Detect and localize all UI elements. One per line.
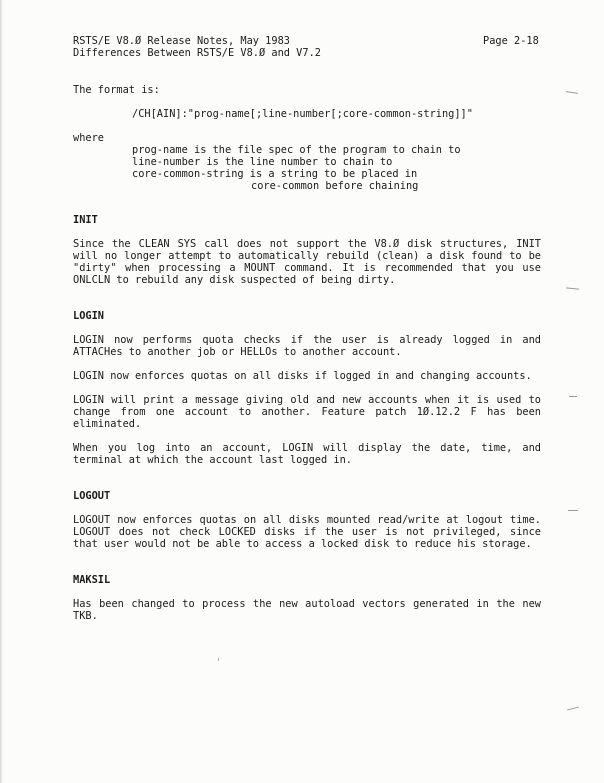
init-paragraph: Since the CLEAN SYS call does not support the V8.Ø disk structures, INIT will no longer attempt to automatically rebuild (clean) a disk found to be "dirty" when processing a MOUNT command. It is recommended that you use ONLCLN to rebuild any disk suspected of being dirty. [73, 238, 541, 286]
login-paragraph-enforces-quotas: LOGIN now enforces quotas on all disks if logged in and changing accounts. [73, 370, 532, 382]
login-paragraph-quota-checks: LOGIN now performs quota checks if the user is already logged in and ATTACHes to another job or HELLOs to another account. [73, 334, 541, 358]
margin-mark [568, 510, 578, 511]
section-heading-init: INIT [73, 214, 98, 226]
page-scan-edge [0, 0, 3, 783]
header-title-line-2: Differences Between RSTS/E V8.Ø and V7.2 [73, 47, 321, 59]
margin-mark [569, 396, 577, 397]
login-paragraph-last-login: When you log into an account, LOGIN will display the date, time, and terminal at which the account last logged in. [73, 442, 541, 466]
section-heading-maksil: MAKSIL [73, 574, 111, 586]
format-syntax: /CH[AIN]:"prog-name[;line-number[;core-common-string]]" [132, 108, 473, 120]
where-label: where [73, 132, 104, 144]
page-number: Page 2-18 [483, 35, 539, 47]
section-heading-login: LOGIN [73, 310, 104, 322]
margin-mark [567, 707, 579, 711]
definition-core-common-string: core-common-string is a string to be placed in [132, 168, 418, 180]
login-paragraph-account-message: LOGIN will print a message giving old and new accounts when it is used to change from one account to another. Feature patch 1Ø.12.2 F has been eliminated. [73, 394, 541, 430]
margin-mark [566, 287, 579, 289]
section-heading-logout: LOGOUT [73, 490, 111, 502]
definition-prog-name: prog-name is the file spec of the program to chain to [132, 144, 461, 156]
format-intro: The format is: [73, 84, 160, 96]
definition-line-number: line-number is the line number to chain to [132, 156, 393, 168]
header-title-line-1: RSTS/E V8.Ø Release Notes, May 1983 [73, 35, 290, 47]
logout-paragraph: LOGOUT now enforces quotas on all disks mounted read/write at logout time. LOGOUT does not check LOCKED disks if the user is not privileged, since that user would not be able to access a locked disk to reduce his storage. [73, 514, 541, 550]
margin-mark [566, 91, 578, 94]
scan-speck [218, 658, 219, 661]
maksil-paragraph: Has been changed to process the new autoload vectors generated in the new TKB. [73, 598, 541, 622]
definition-continuation: core-common before chaining [251, 180, 419, 192]
